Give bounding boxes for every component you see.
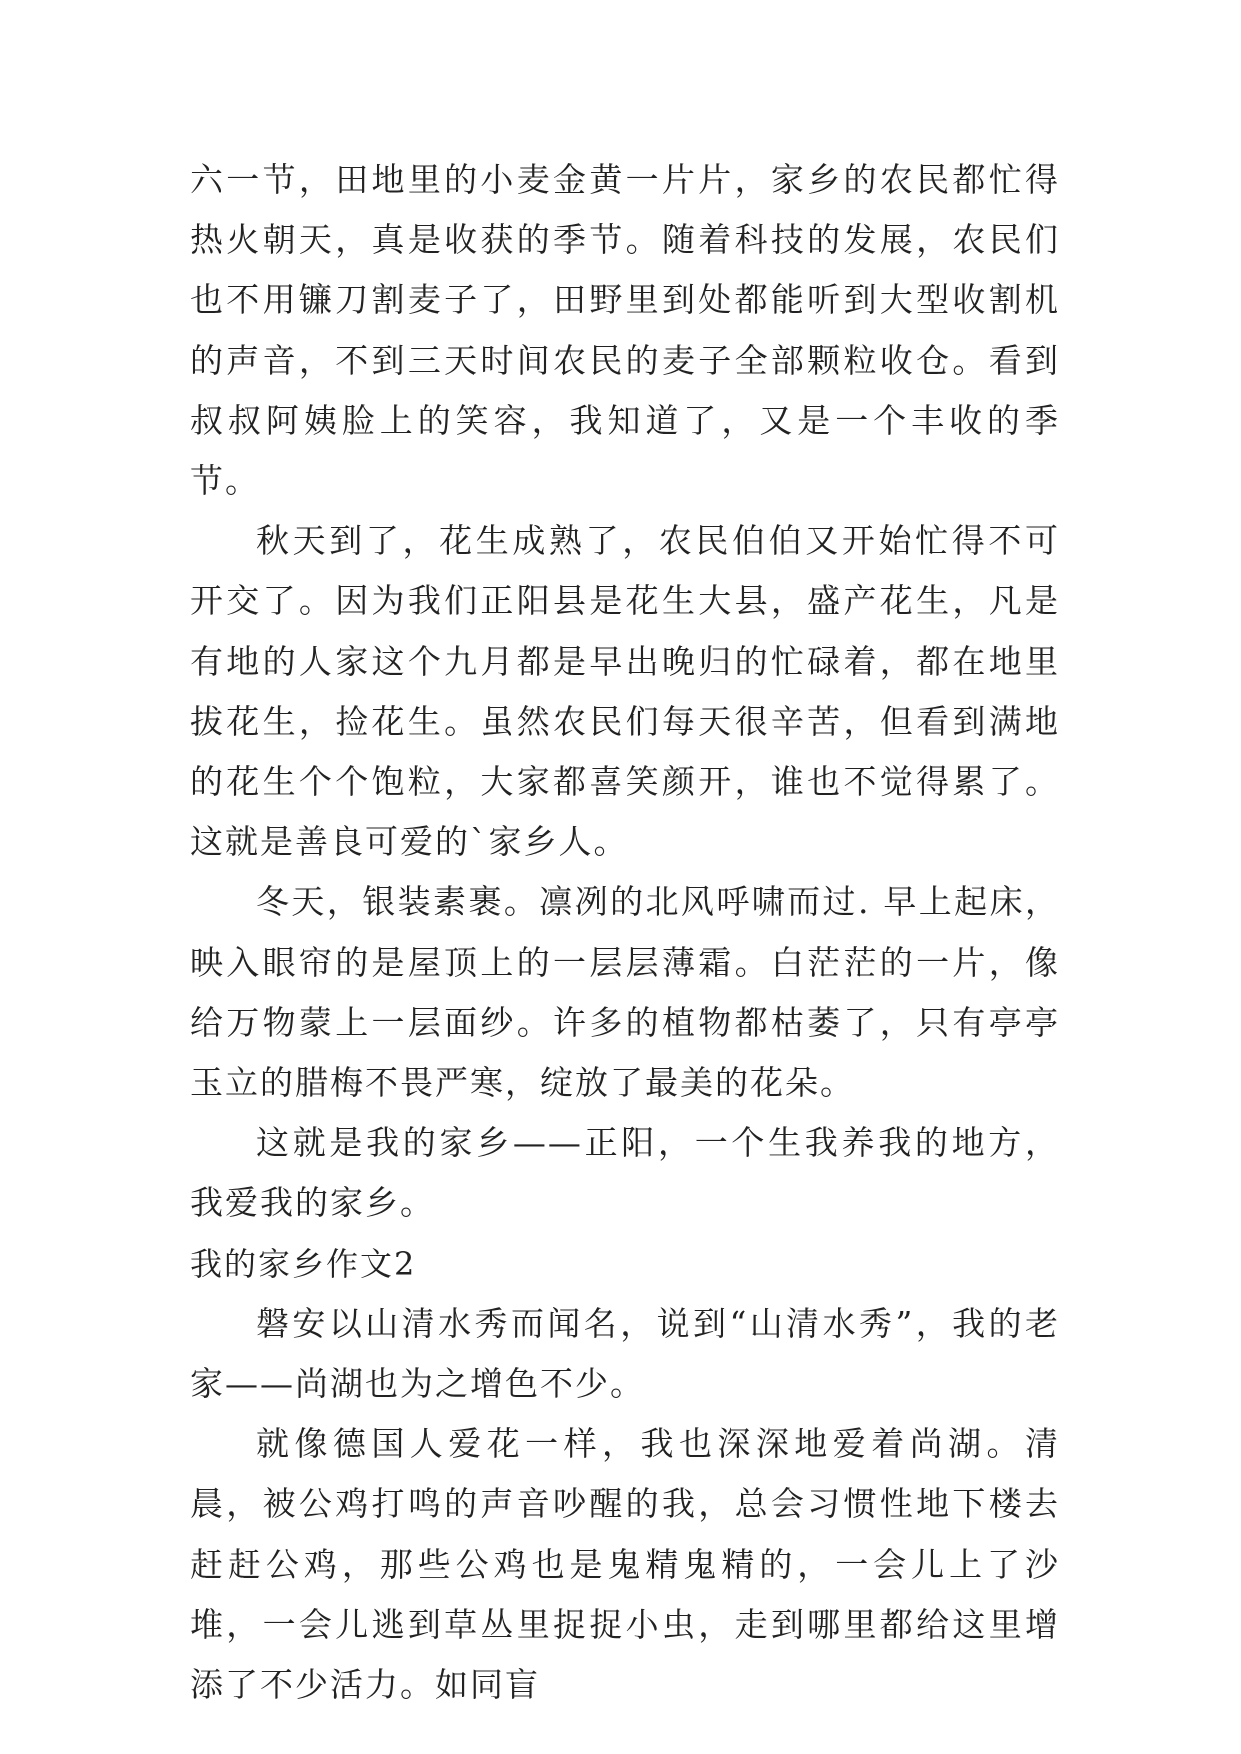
essay-heading: 我的家乡作文2 [190, 1244, 417, 1283]
paragraph-winter: 冬天，银装素裹。凛冽的北风呼啸而过. 早上起床，映入眼帘的是屋顶上的一层层薄霜。白茫茫的一片，像给万物蒙上一层面纱。许多的植物都枯萎了，只有亭亭玉立的腊梅不畏严寒，绽放了最美的花朵。 [190, 882, 1060, 1103]
paragraph-panan-intro: 磐安以山清水秀而闻名，说到“山清水秀”，我的老家——尚湖也为之增色不少。 [190, 1303, 1060, 1404]
paragraph-shanghu-morning: 就像德国人爱花一样，我也深深地爱着尚湖。清晨，被公鸡打鸣的声音吵醒的我，总会习惯性地下楼去赶赶公鸡，那些公鸡也是鬼精鬼精的，一会儿上了沙堆，一会儿逃到草丛里捉捉小虫，走到哪里都给这里增添了不少活力。如同盲 [190, 1424, 1060, 1705]
paragraph-autumn-peanuts: 秋天到了，花生成熟了，农民伯伯又开始忙得不可开交了。因为我们正阳县是花生大县，盛产花生，凡是有地的人家这个九月都是早出晚归的忙碌着，都在地里拔花生，捡花生。虽然农民们每天很辛苦，但看到满地的花生个个饱粒，大家都喜笑颜开，谁也不觉得累了。这就是善良可爱的`家乡人。 [190, 521, 1060, 862]
paragraph-summer-harvest: 六一节，田地里的小麦金黄一片片，家乡的农民都忙得热火朝天，真是收获的季节。随着科技的发展，农民们也不用镰刀割麦子了，田野里到处都能听到大型收割机的声音，不到三天时间农民的麦子全部颗粒收仓。看到叔叔阿姨脸上的笑容，我知道了，又是一个丰收的季节。 [190, 160, 1060, 501]
document-body [190, 150, 1060, 1715]
paragraph-conclusion: 这就是我的家乡——正阳，一个生我养我的地方，我爱我的家乡。 [190, 1123, 1060, 1223]
